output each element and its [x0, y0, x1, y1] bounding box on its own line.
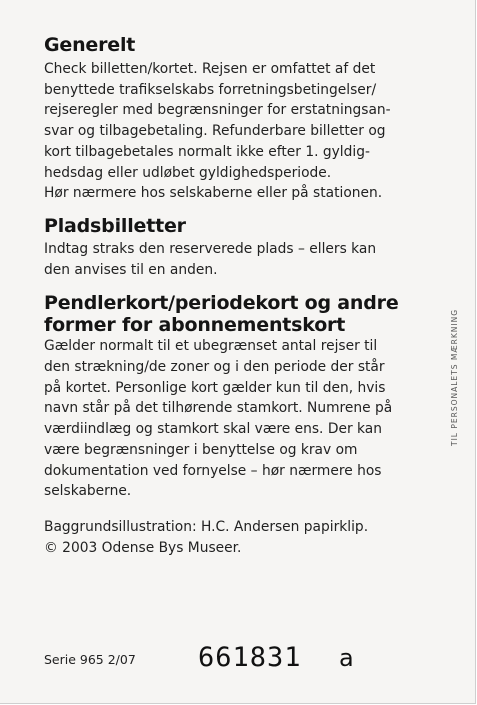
copyright-notice: © 2003 Odense Bys Museer. [44, 539, 242, 556]
terms-text [44, 34, 444, 558]
serial-suffix: a [339, 644, 354, 672]
illustration-credit: Baggrundsillustration: H.C. Andersen papirklip. [44, 518, 369, 535]
ticket-footer [44, 642, 464, 676]
credits [44, 517, 444, 558]
heading-general: Generelt [44, 34, 136, 56]
general-line: rejseregler med begrænsninger for erstatningsan- [44, 102, 391, 119]
series-label: Serie 965 2/07 [44, 652, 136, 667]
section-general [44, 34, 444, 204]
commuter-line: selskaberne. [44, 483, 132, 500]
general-line: kort tilbagebetales normalt ikke efter 1. gyldig- [44, 143, 370, 160]
commuter-line: navn står på det tilhørende stamkort. Numrene på [44, 400, 393, 417]
staff-marking-note [449, 216, 461, 446]
staff-marking-label: TIL PERSONALETS MÆRKNING [450, 308, 459, 446]
commuter-line: dokumentation ved fornyelse – hør nærmere hos [44, 462, 382, 479]
section-seat-tickets [44, 215, 444, 280]
heading-seat-tickets: Pladsbilletter [44, 214, 186, 237]
general-line: Hør nærmere hos selskaberne eller på stationen. [44, 185, 383, 202]
general-line: hedsdag eller udløbet gyldighedsperiode. [44, 164, 332, 181]
commuter-line: på kortet. Personlige kort gælder kun til den, hvis [44, 379, 386, 396]
serial-number: 661831 [198, 642, 302, 673]
commuter-line: den strækning/de zoner og i den periode der står [44, 359, 385, 376]
commuter-line: værdiindlæg og stamkort skal være ens. Der kan [44, 421, 382, 438]
seat-line: den anvises til en anden. [44, 261, 218, 278]
section-commuter-cards [44, 292, 444, 502]
commuter-line: Gælder normalt til et ubegrænset antal rejser til [44, 338, 378, 355]
general-line: Check billetten/kortet. Rejsen er omfattet af det [44, 61, 376, 77]
heading-commuter-cards: Pendlerkort/periodekort og andre [44, 292, 399, 315]
seat-line: Indtag straks den reserverede plads – ellers kan [44, 240, 377, 257]
heading-commuter-cards: former for abonnementskort [44, 314, 346, 337]
commuter-line: være begrænsninger i benyttelse og krav om [44, 441, 358, 458]
general-line: benyttede trafikselskabs forretningsbetingelser/ [44, 81, 377, 98]
general-line: svar og tilbagebetaling. Refunderbare billetter og [44, 123, 386, 140]
